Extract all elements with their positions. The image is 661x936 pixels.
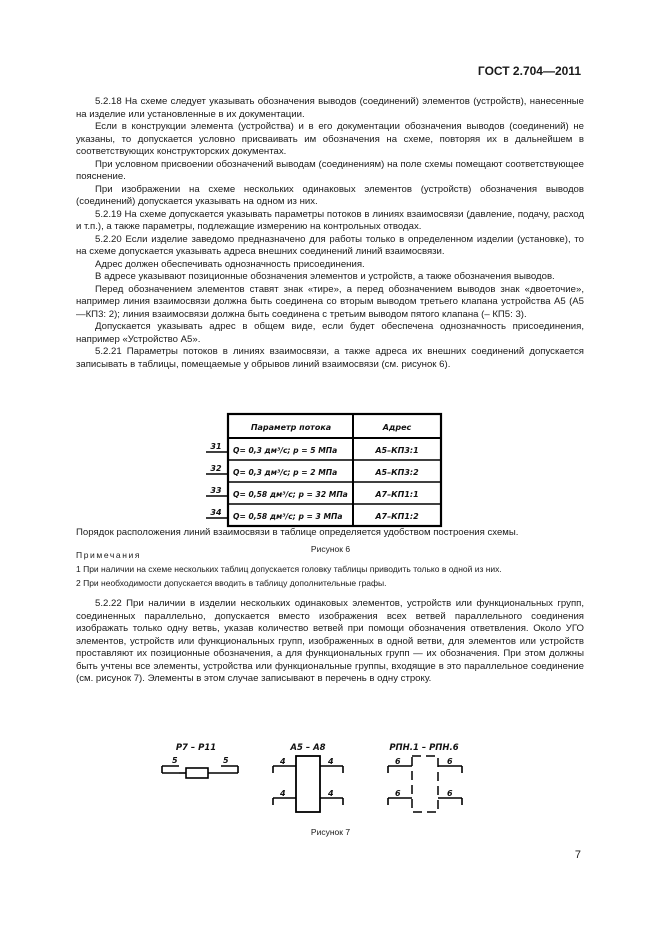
device-branch [273,743,343,812]
line-number: 33 [210,486,222,495]
flow-parameter: Q= 0,58 дм³/с; р = 32 МПа [233,490,348,499]
figure-7-diagram [160,742,480,816]
branch-count: 4 [280,757,286,766]
branch-count: 5 [172,756,178,765]
paragraph: Если в конструкции элемента (устройства) и в его документации обозначения выводов (соединений) не указаны, то допускается условно присваивать им обозначения на схеме, повторяя их в дальнейшем в соответствующих конструкторских документах. [76,121,584,157]
notes-heading: Примечания [76,549,142,560]
address: А5–КП3:2 [375,468,419,477]
table-header-address: Адрес [382,423,412,432]
device-symbol [296,756,320,812]
note-1: 1 При наличии на схеме нескольких таблиц допускается головку таблицы приводить только в одной из них. [76,564,502,574]
paragraph-5-2-19: 5.2.19 На схеме допускается указывать параметры потоков в линиях взаимосвязи (давление, подачу, расход и т.п.), а также параметры, подлежащие измерению на контрольных отводах. [76,208,584,232]
functional-group-branch [388,743,462,812]
figure-7-caption: Рисунок 7 [310,827,351,837]
paragraph: Адрес должен обеспечивать однозначность присоединения. [95,258,365,270]
branch-count: 5 [223,756,229,765]
table-row [206,486,419,499]
figure-6-table [203,412,443,528]
group-label: РПН.1 – РПН.6 [389,743,459,753]
line-number: 34 [210,508,222,517]
page-number: 7 [574,849,581,861]
branch-count: 4 [328,757,334,766]
table-row [206,442,419,455]
main-text [76,96,584,686]
table-header-param: Параметр потока [250,423,332,432]
address: А7–КП1:1 [375,490,419,499]
paragraph-5-2-20: 5.2.20 Если изделие заведомо предназначено для работы только в определенном изделии (установке), то на схеме допускается указывать адреса внешних соединений линий взаимосвязи. [76,233,584,257]
flow-parameter: Q= 0,3 дм³/с; р = 2 МПа [233,468,338,477]
branch-count: 4 [280,789,286,798]
paragraph: Перед обозначением элементов ставят знак «тире», а перед обозначением выводов знак «двоеточие», например линия взаимосвязи должна быть соединена со вторым выводом третьего клапана устройства А5 (А5—КП3: 2); линия взаимосвязи должна быть соединена с третьим выводом пятого клапана (– КП5: 3). [76,283,584,320]
branch-count: 6 [447,789,453,798]
paragraph-order: Порядок расположения линий взаимосвязи в таблице определяется удобством построения схемы. [76,527,519,538]
flow-parameter: Q= 0,58 дм³/с; р = 3 МПа [233,512,343,521]
table-row [206,508,419,521]
branch-count: 6 [395,789,401,798]
branch-count: 6 [447,757,453,766]
address: А7–КП1:2 [375,512,419,521]
branch-count: 4 [328,789,334,798]
resistor-symbol [186,768,208,778]
paragraph-5-2-21: 5.2.21 Параметры потоков в линиях взаимосвязи, а также адреса их внешних соединений допускается записывать в таблицы, помещаемые у обрывов линий взаимосвязи (см. рисунок 6). [76,346,584,370]
group-label: А5 – А8 [290,743,326,753]
paragraph: Допускается указывать адрес в общем виде, если будет обеспечена однозначность присоединения, например «Устройство А5». [76,321,584,345]
paragraph: При условном присвоении обозначений выводам (соединениям) на поле схемы помещают соответствующее пояснение. [76,158,584,182]
paragraph-5-2-18: 5.2.18 На схеме следует указывать обозначения выводов (соединений) элементов (устройств), нанесенные на изделие или установленные в их документации. [76,96,584,120]
line-number: 31 [210,442,222,451]
address: А5–КП3:1 [375,446,419,455]
table-row [206,464,419,477]
paragraph: В адресе указывают позиционные обозначения элементов и устройств, а также обозначения выводов. [95,271,555,282]
paragraph: При изображении на схеме нескольких одинаковых элементов (устройств) обозначения выводов (соединений) допускается указывать на одном из них. [76,183,584,207]
branch-count: 6 [395,757,401,766]
figure-6-caption: Рисунок 6 [310,544,351,554]
note-2: 2 При необходимости допускается вводить в таблицу дополнительные графы. [76,578,387,588]
group-label: Р7 – Р11 [175,743,217,753]
resistor-branch [162,743,238,778]
standard-code: ГОСТ 2.704—2011 [477,64,581,78]
paragraph-5-2-22: 5.2.22 При наличии в изделии нескольких одинаковых элементов, устройств или функциональных групп, соединенных параллельно, допускается вместо изображения всех ветвей параллельного соединения изображать только одну ветвь, указав количество ветвей при помощи обозначения ответвления. Около УГО элементов, устройств или функциональных групп, изображенных в одной ветви, для элементов или устройств проставляют их позиционные обозначения, а для функциональных групп — их обозначения. При этом должны быть учтены все элементы, устройства или функциональные группы, входящие в это параллельное соединение (см. рисунок 7). Элементы в этом случае записывают в перечень в одну строку. [76,598,584,684]
functional-group-symbol [412,756,438,812]
line-number: 32 [210,464,222,473]
flow-parameter: Q= 0,3 дм³/с; р = 5 МПа [233,446,338,455]
